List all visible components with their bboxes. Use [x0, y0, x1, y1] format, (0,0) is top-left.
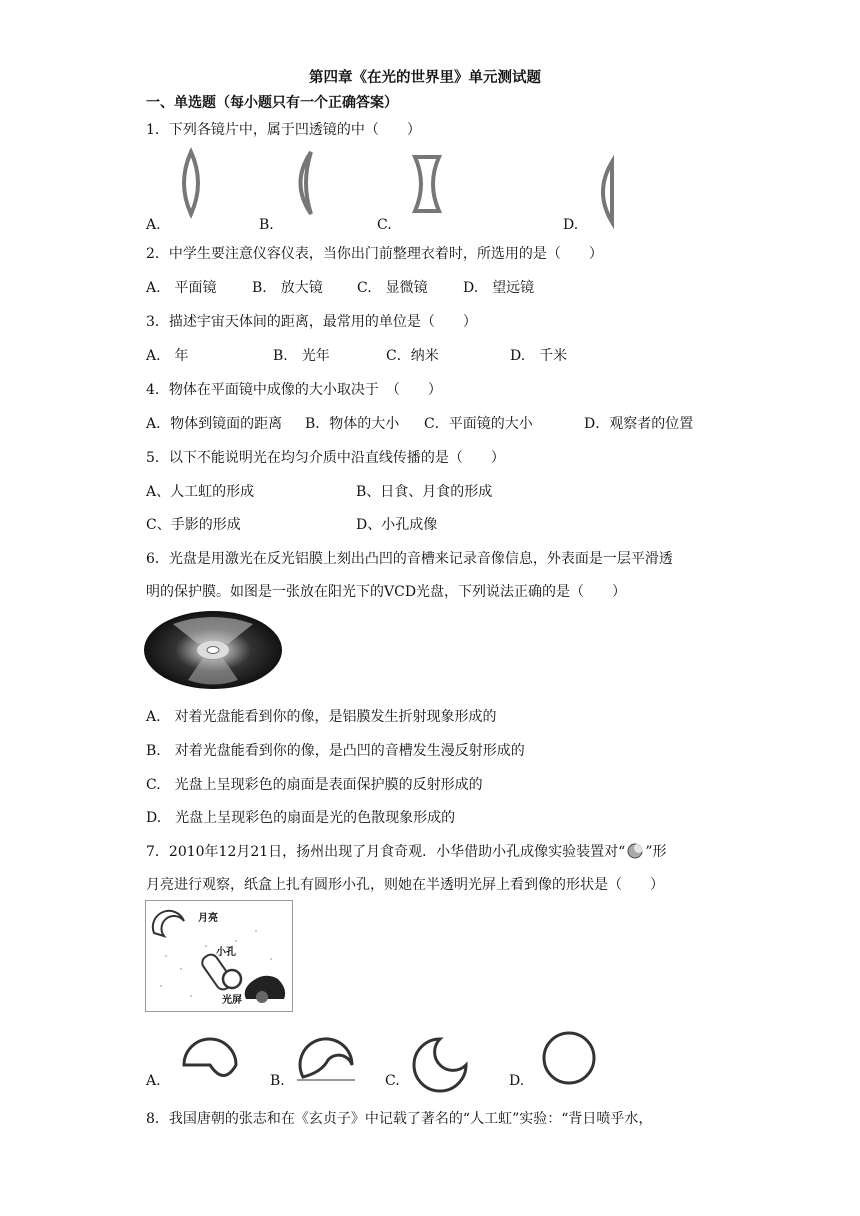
q2-option-b: B. 放大镜 — [252, 280, 323, 296]
q8-stem: 8．我国唐朝的张志和在《玄贞子》中记载了著名的“人工虹”实验：“背日喷乎水， — [146, 1111, 653, 1127]
q6-stem-line1: 6．光盘是用激光在反光铝膜上刻出凸凹的音槽来记录音像信息，外表面是一层平滑透 — [146, 551, 673, 567]
q1-stem: 1．下列各镜片中，属于凹透镜的中（ ） — [146, 122, 421, 138]
q7-stem-part1: 7．2010年12月21日，扬州出现了月食奇观．小华借助小孔成像实验装置对“ — [146, 844, 626, 860]
q7-label-c: C. — [385, 1073, 400, 1089]
q3-option-d: D. 千米 — [510, 348, 568, 364]
q4-option-b: B．物体的大小 — [305, 416, 400, 432]
q7-label-d: D. — [509, 1073, 525, 1089]
q4-option-a: A．物体到镜面的距离 — [146, 416, 283, 432]
q3-option-a: A. 年 — [146, 348, 189, 364]
q3-option-b: B. 光年 — [273, 348, 330, 364]
page-title: 第四章《在光的世界里》单元测试题 — [309, 69, 541, 86]
q6-stem-line2: 明的保护膜。如图是一张放在阳光下的VCD光盘，下列说法正确的是（ ） — [146, 584, 627, 600]
q6-option-d: D. 光盘上呈现彩色的扇面是光的色散现象形成的 — [146, 810, 456, 826]
q1-label-b: B. — [259, 217, 274, 233]
q3-stem: 3．描述宇宙天体间的距离，最常用的单位是（ ） — [146, 314, 477, 330]
q5-option-c: C、手影的形成 — [146, 517, 241, 533]
q7-stem-part2: ”形 — [645, 844, 667, 860]
q2-stem: 2．中学生要注意仪容仪表，当你出门前整理衣着时，所选用的是（ ） — [146, 246, 603, 262]
section-heading: 一、单选题（每小题只有一个正确答案） — [146, 95, 398, 111]
q1-label-d: D. — [563, 217, 579, 233]
q6-option-c: C. 光盘上呈现彩色的扇面是表面保护膜的反射形成的 — [146, 777, 483, 793]
q4-option-c: C．平面镜的大小 — [424, 416, 533, 432]
q5-option-d: D、小孔成像 — [356, 517, 438, 533]
q6-option-a: A. 对着光盘能看到你的像，是铝膜发生折射现象形成的 — [146, 709, 497, 725]
figure-label-moon: 月亮 — [198, 913, 218, 924]
q3-option-c: C．纳米 — [386, 348, 439, 364]
q7-label-a: A. — [146, 1073, 161, 1089]
q2-option-c: C. 显微镜 — [357, 280, 428, 296]
q5-option-a: A、人工虹的形成 — [146, 484, 255, 500]
q7-stem-line2: 月亮进行观察，纸盒上扎有圆形小孔，则她在半透明光屏上看到像的形状是（ ） — [146, 877, 664, 893]
q1-label-a: A. — [146, 217, 161, 233]
q4-stem: 4．物体在平面镜中成像的大小取决于 （ ） — [146, 382, 442, 398]
q4-option-d: D．观察者的位置 — [584, 416, 694, 432]
figure-label-screen: 光屏 — [222, 995, 242, 1006]
figure-label-pinhole: 小孔 — [216, 947, 236, 958]
q2-option-a: A. 平面镜 — [146, 280, 217, 296]
q5-stem: 5．以下不能说明光在均匀介质中沿直线传播的是（ ） — [146, 450, 505, 466]
q6-option-b: B. 对着光盘能看到你的像，是凸凹的音槽发生漫反射形成的 — [146, 743, 525, 759]
q1-label-c: C. — [377, 217, 392, 233]
q5-option-b: B、日食、月食的形成 — [356, 484, 493, 500]
q7-label-b: B. — [270, 1073, 285, 1089]
q2-option-d: D. 望远镜 — [463, 280, 535, 296]
